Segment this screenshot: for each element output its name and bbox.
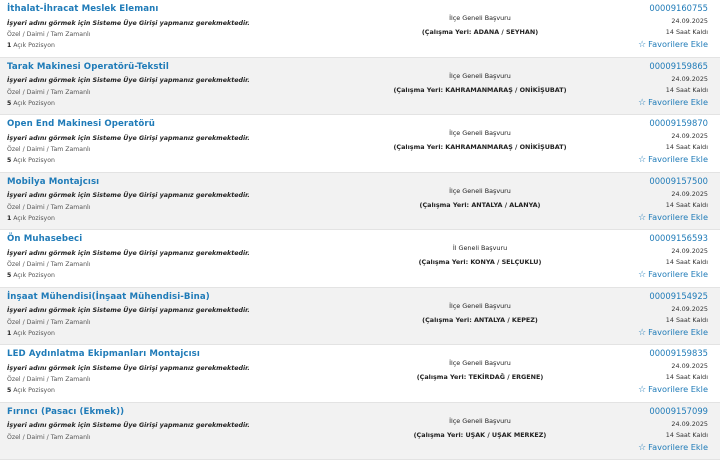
time-remaining: 14 Saat Kaldı	[666, 143, 708, 151]
favorites-label: Favorilere Ekle	[648, 39, 708, 49]
work-location: (Çalışma Yeri: UŞAK / UŞAK MERKEZ)	[330, 431, 630, 439]
job-listing	[0, 0, 720, 58]
employment-type: Özel / Daimi / Tam Zamanlı	[7, 31, 90, 38]
star-outline-icon: ☆	[638, 328, 646, 338]
reference-number-link[interactable]: 00009157500	[649, 176, 708, 186]
open-positions	[7, 330, 55, 337]
positions-count: 1	[7, 42, 11, 49]
employer-login-notice: İşyeri adını görmek için Sisteme Üye Girişi yapmanız gerekmektedir.	[7, 192, 250, 199]
time-remaining: 14 Saat Kaldı	[666, 373, 708, 381]
positions-label: Açık Pozisyon	[13, 100, 55, 107]
work-location: (Çalışma Yeri: ANTALYA / KEPEZ)	[330, 316, 630, 324]
add-to-favorites-button[interactable]	[638, 212, 708, 223]
job-listing	[0, 288, 720, 346]
job-title-link[interactable]: Tarak Makinesi Operatörü-Tekstil	[7, 62, 169, 72]
work-location: (Çalışma Yeri: ADANA / SEYHAN)	[330, 28, 630, 36]
reference-number-link[interactable]: 00009159865	[649, 61, 708, 71]
star-outline-icon: ☆	[638, 155, 646, 165]
favorites-label: Favorilere Ekle	[648, 97, 708, 107]
open-positions	[7, 387, 55, 394]
application-scope: İlçe Geneli Başvuru	[330, 72, 630, 80]
add-to-favorites-button[interactable]	[638, 269, 708, 280]
time-remaining: 14 Saat Kaldı	[666, 316, 708, 324]
add-to-favorites-button[interactable]	[638, 154, 708, 165]
open-positions	[7, 215, 55, 222]
positions-count: 5	[7, 157, 11, 164]
posting-date: 24.09.2025	[671, 17, 708, 25]
positions-label: Açık Pozisyon	[13, 330, 55, 337]
job-title-link[interactable]: Open End Makinesi Operatörü	[7, 119, 155, 129]
open-positions	[7, 272, 55, 279]
posting-date: 24.09.2025	[671, 420, 708, 428]
job-listing	[0, 115, 720, 173]
posting-date: 24.09.2025	[671, 75, 708, 83]
application-info	[330, 187, 630, 209]
application-info	[330, 14, 630, 36]
application-info	[330, 72, 630, 94]
application-scope: İlçe Geneli Başvuru	[330, 302, 630, 310]
positions-count: 1	[7, 330, 11, 337]
work-location: (Çalışma Yeri: KONYA / SELÇUKLU)	[330, 258, 630, 266]
star-outline-icon: ☆	[638, 443, 646, 453]
employment-type: Özel / Daimi / Tam Zamanlı	[7, 261, 90, 268]
star-outline-icon: ☆	[638, 213, 646, 223]
star-outline-icon: ☆	[638, 385, 646, 395]
positions-label: Açık Pozisyon	[13, 157, 55, 164]
application-scope: İl Geneli Başvuru	[330, 244, 630, 252]
employment-type: Özel / Daimi / Tam Zamanlı	[7, 89, 90, 96]
posting-date: 24.09.2025	[671, 132, 708, 140]
reference-number-link[interactable]: 00009154925	[649, 291, 708, 301]
application-scope: İlçe Geneli Başvuru	[330, 187, 630, 195]
employment-type: Özel / Daimi / Tam Zamanlı	[7, 376, 90, 383]
job-title-link[interactable]: LED Aydınlatma Ekipmanları Montajcısı	[7, 349, 200, 359]
job-listing	[0, 173, 720, 231]
job-title-link[interactable]: İthalat-İhracat Meslek Elemanı	[7, 4, 158, 14]
application-scope: İlçe Geneli Başvuru	[330, 417, 630, 425]
time-remaining: 14 Saat Kaldı	[666, 258, 708, 266]
job-listing	[0, 230, 720, 288]
application-info	[330, 302, 630, 324]
posting-date: 24.09.2025	[671, 247, 708, 255]
open-positions	[7, 100, 55, 107]
application-scope: İlçe Geneli Başvuru	[330, 359, 630, 367]
application-info	[330, 417, 630, 439]
employer-login-notice: İşyeri adını görmek için Sisteme Üye Girişi yapmanız gerekmektedir.	[7, 307, 250, 314]
favorites-label: Favorilere Ekle	[648, 327, 708, 337]
positions-count: 5	[7, 387, 11, 394]
application-scope: İlçe Geneli Başvuru	[330, 129, 630, 137]
reference-number-link[interactable]: 00009159870	[649, 118, 708, 128]
work-location: (Çalışma Yeri: KAHRAMANMARAŞ / ONİKİŞUBAT)	[330, 143, 630, 151]
employer-login-notice: İşyeri adını görmek için Sisteme Üye Girişi yapmanız gerekmektedir.	[7, 135, 250, 142]
time-remaining: 14 Saat Kaldı	[666, 431, 708, 439]
work-location: (Çalışma Yeri: KAHRAMANMARAŞ / ONİKİŞUBAT)	[330, 86, 630, 94]
job-title-link[interactable]: Mobilya Montajcısı	[7, 177, 99, 187]
add-to-favorites-button[interactable]	[638, 327, 708, 338]
open-positions	[7, 42, 55, 49]
time-remaining: 14 Saat Kaldı	[666, 86, 708, 94]
employer-login-notice: İşyeri adını görmek için Sisteme Üye Girişi yapmanız gerekmektedir.	[7, 77, 250, 84]
star-outline-icon: ☆	[638, 40, 646, 50]
reference-number-link[interactable]: 00009156593	[649, 233, 708, 243]
employer-login-notice: İşyeri adını görmek için Sisteme Üye Girişi yapmanız gerekmektedir.	[7, 422, 250, 429]
positions-count: 5	[7, 100, 11, 107]
positions-count: 1	[7, 215, 11, 222]
application-scope: İlçe Geneli Başvuru	[330, 14, 630, 22]
work-location: (Çalışma Yeri: TEKİRDAĞ / ERGENE)	[330, 373, 630, 381]
work-location: (Çalışma Yeri: ANTALYA / ALANYA)	[330, 201, 630, 209]
add-to-favorites-button[interactable]	[638, 97, 708, 108]
employment-type: Özel / Daimi / Tam Zamanlı	[7, 204, 90, 211]
job-title-link[interactable]: Fırıncı (Pasacı (Ekmek))	[7, 407, 124, 417]
add-to-favorites-button[interactable]	[638, 442, 708, 453]
star-outline-icon: ☆	[638, 270, 646, 280]
job-listing	[0, 345, 720, 403]
posting-date: 24.09.2025	[671, 305, 708, 313]
application-info	[330, 244, 630, 266]
time-remaining: 14 Saat Kaldı	[666, 201, 708, 209]
star-outline-icon: ☆	[638, 98, 646, 108]
reference-number-link[interactable]: 00009159835	[649, 348, 708, 358]
reference-number-link[interactable]: 00009157099	[649, 406, 708, 416]
job-title-link[interactable]: İnşaat Mühendisi(İnşaat Mühendisi-Bina)	[7, 292, 210, 302]
posting-date: 24.09.2025	[671, 190, 708, 198]
positions-label: Açık Pozisyon	[13, 42, 55, 49]
time-remaining: 14 Saat Kaldı	[666, 28, 708, 36]
add-to-favorites-button[interactable]	[638, 39, 708, 50]
posting-date: 24.09.2025	[671, 362, 708, 370]
reference-number-link[interactable]: 00009160755	[649, 3, 708, 13]
open-positions	[7, 157, 55, 164]
employer-login-notice: İşyeri adını görmek için Sisteme Üye Girişi yapmanız gerekmektedir.	[7, 250, 250, 257]
positions-label: Açık Pozisyon	[13, 272, 55, 279]
favorites-label: Favorilere Ekle	[648, 269, 708, 279]
employment-type: Özel / Daimi / Tam Zamanlı	[7, 434, 90, 441]
employer-login-notice: İşyeri adını görmek için Sisteme Üye Girişi yapmanız gerekmektedir.	[7, 365, 250, 372]
favorites-label: Favorilere Ekle	[648, 212, 708, 222]
add-to-favorites-button[interactable]	[638, 384, 708, 395]
favorites-label: Favorilere Ekle	[648, 384, 708, 394]
positions-label: Açık Pozisyon	[13, 387, 55, 394]
favorites-label: Favorilere Ekle	[648, 154, 708, 164]
employer-login-notice: İşyeri adını görmek için Sisteme Üye Girişi yapmanız gerekmektedir.	[7, 20, 250, 27]
job-listing	[0, 58, 720, 116]
favorites-label: Favorilere Ekle	[648, 442, 708, 452]
employment-type: Özel / Daimi / Tam Zamanlı	[7, 146, 90, 153]
job-listing	[0, 403, 720, 460]
positions-count: 5	[7, 272, 11, 279]
application-info	[330, 359, 630, 381]
application-info	[330, 129, 630, 151]
positions-label: Açık Pozisyon	[13, 215, 55, 222]
employment-type: Özel / Daimi / Tam Zamanlı	[7, 319, 90, 326]
job-title-link[interactable]: Ön Muhasebeci	[7, 234, 82, 244]
